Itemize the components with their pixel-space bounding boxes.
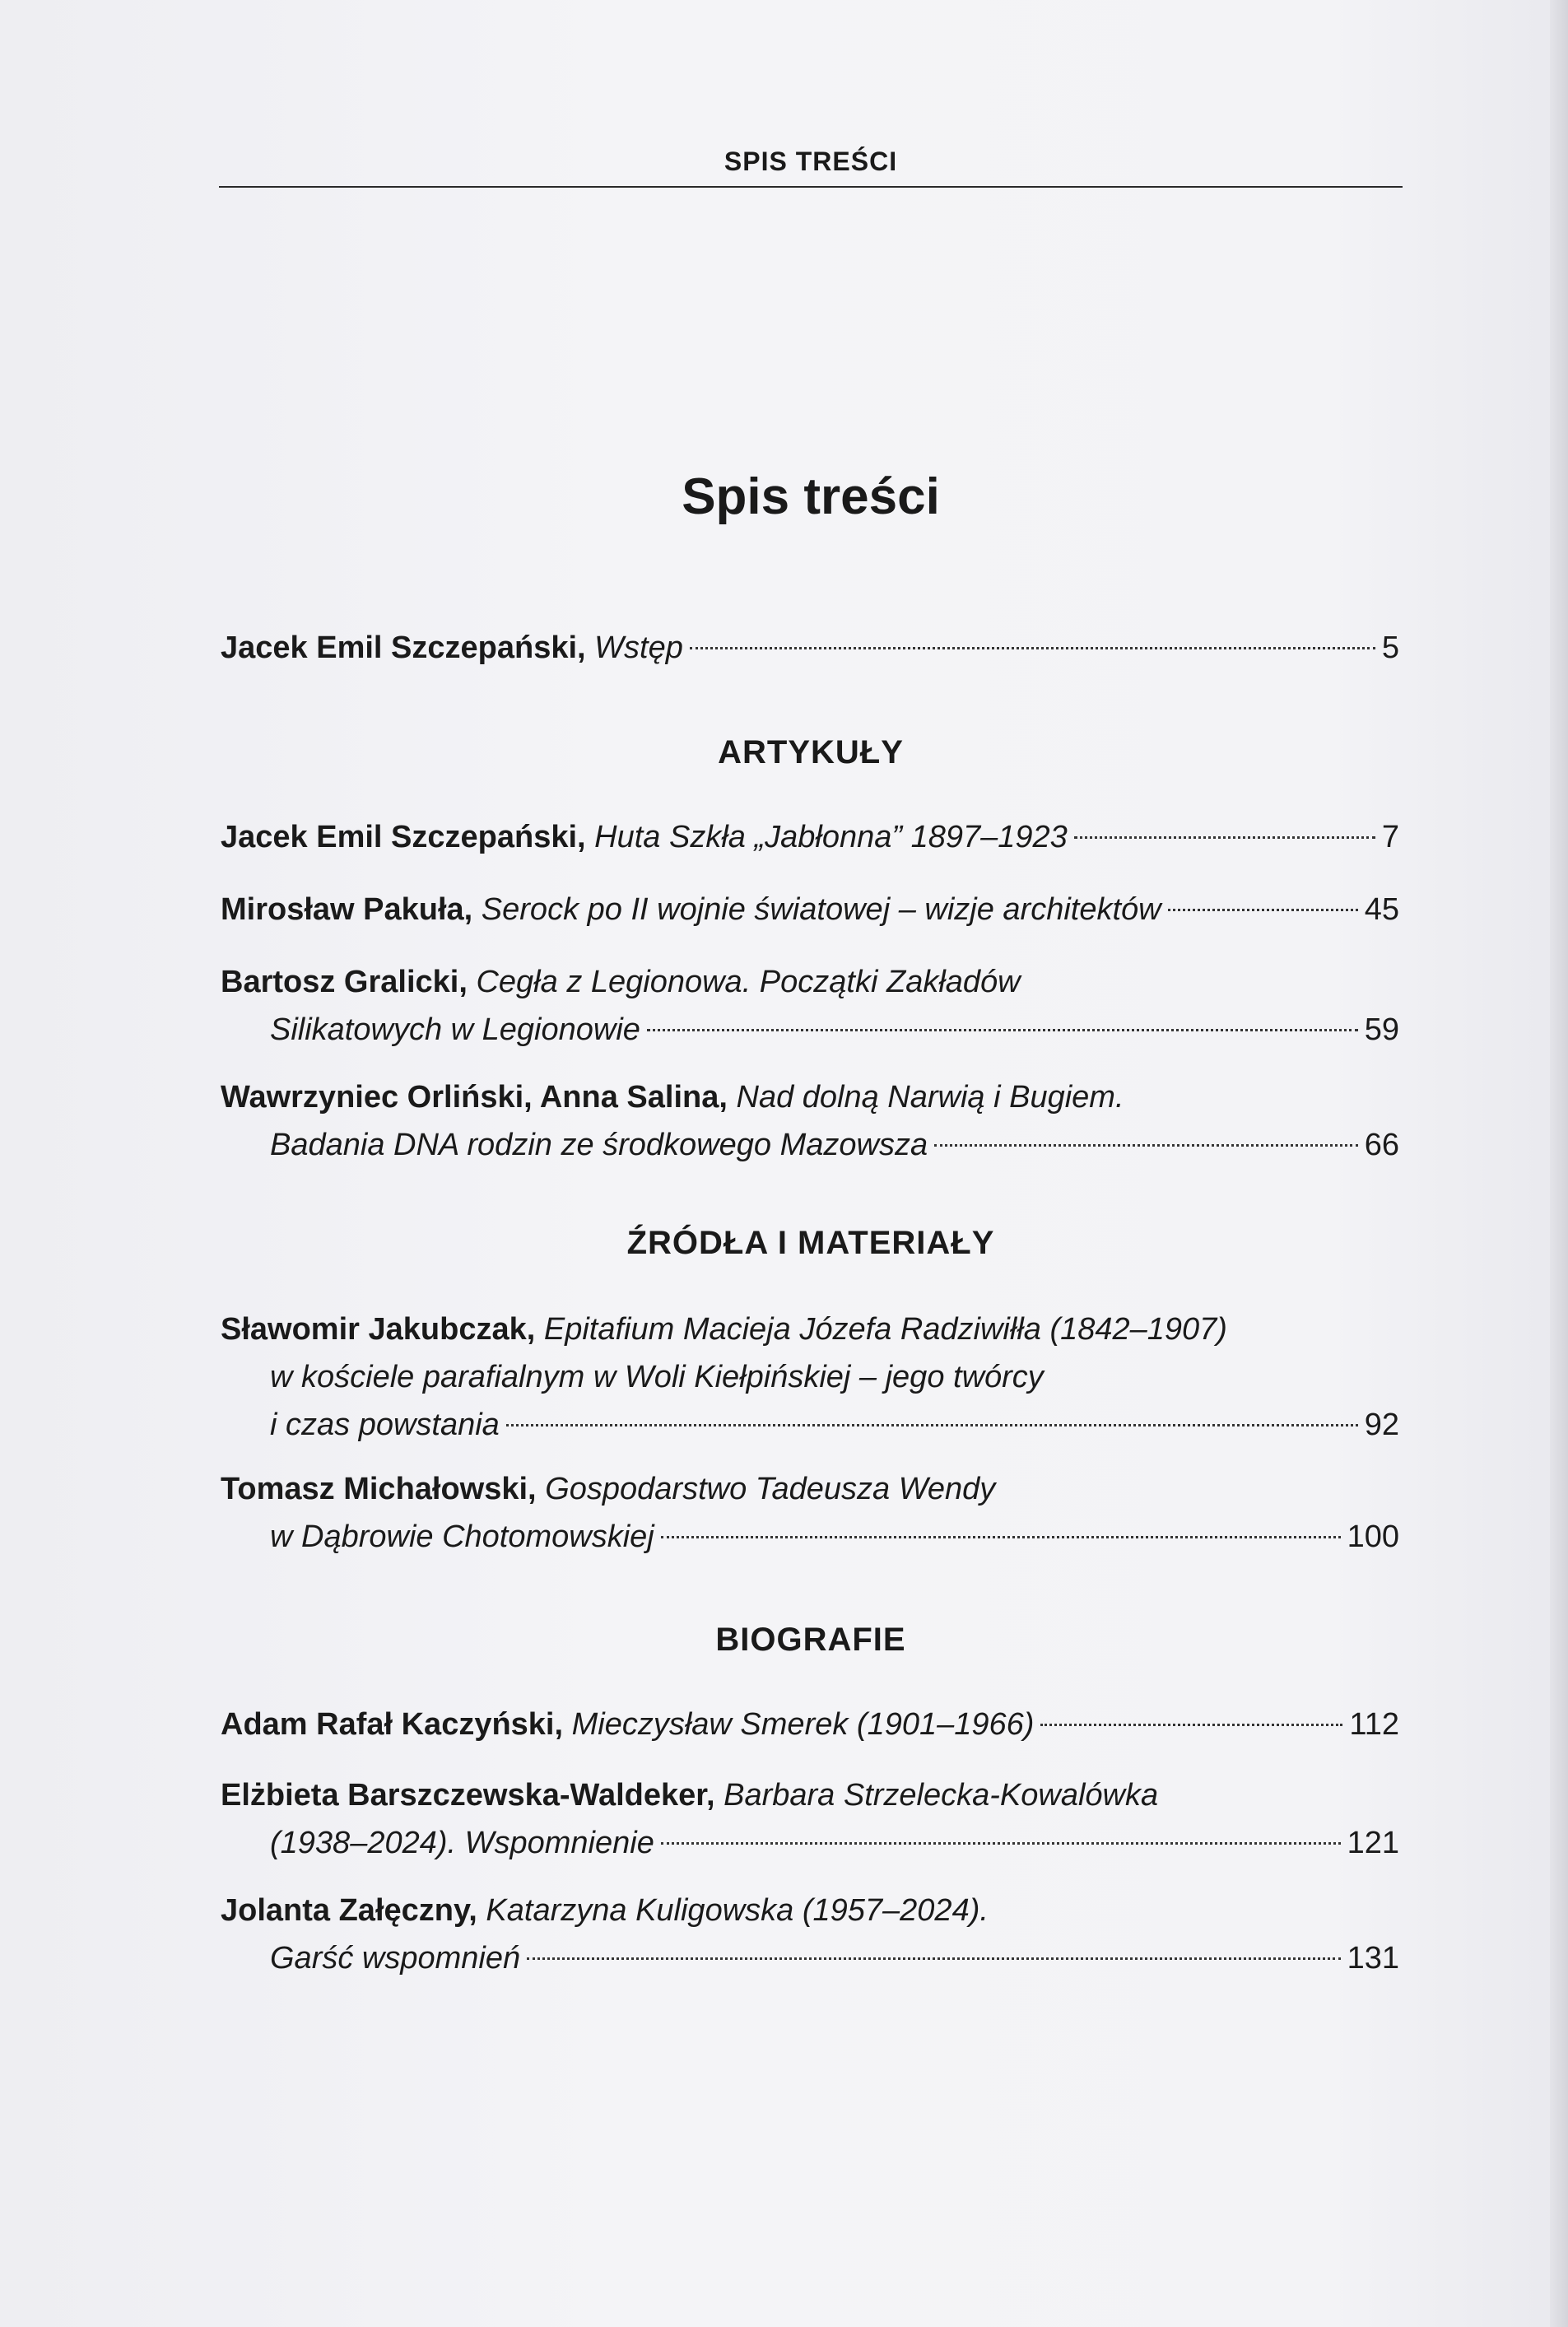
entry-author: Adam Rafał Kaczyński, bbox=[221, 1707, 564, 1742]
entry-title: Wstęp bbox=[594, 631, 683, 665]
entry-page: 131 bbox=[1347, 1941, 1399, 1976]
toc-entry[interactable] bbox=[221, 958, 1399, 1054]
toc-entry[interactable] bbox=[221, 1465, 1399, 1561]
page-title: Spis treści bbox=[682, 468, 940, 525]
dot-leader bbox=[1074, 836, 1375, 839]
entry-title: Mieczysław Smerek (1901–1966) bbox=[571, 1707, 1035, 1742]
entry-title: Serock po II wojnie światowej – wizje architektów bbox=[481, 892, 1161, 927]
entry-page: 112 bbox=[1349, 1707, 1399, 1742]
entry-page: 66 bbox=[1364, 1128, 1399, 1162]
entry-page: 100 bbox=[1347, 1520, 1399, 1554]
section-heading-biografie: BIOGRAFIE bbox=[715, 1622, 906, 1658]
entry-title-continued: Badania DNA rodzin ze środkowego Mazowsza bbox=[270, 1128, 928, 1162]
entry-title: Nad dolną Narwią i Bugiem. bbox=[736, 1080, 1124, 1115]
entry-page: 45 bbox=[1364, 892, 1399, 927]
entry-title: Gospodarstwo Tadeusza Wendy bbox=[545, 1472, 996, 1506]
entry-title: Huta Szkła „Jabłonna” 1897–1923 bbox=[594, 820, 1068, 854]
toc-entry[interactable] bbox=[221, 1701, 1399, 1748]
dot-leader bbox=[527, 1957, 1340, 1960]
entry-title-continued: w kościele parafialnym w Woli Kiełpińskiej – jego twórcy bbox=[270, 1360, 1044, 1394]
section-heading-artykuly: ARTYKUŁY bbox=[718, 734, 904, 770]
entry-page: 121 bbox=[1347, 1826, 1399, 1860]
entry-title-continued: w Dąbrowie Chotomowskiej bbox=[270, 1520, 654, 1554]
entry-author: Mirosław Pakuła, bbox=[221, 892, 473, 927]
dot-leader bbox=[661, 1842, 1341, 1845]
section-heading-zrodla: ŹRÓDŁA I MATERIAŁY bbox=[626, 1225, 995, 1261]
entry-page: 7 bbox=[1381, 820, 1399, 854]
entry-author: Wawrzyniec Orliński, Anna Salina, bbox=[221, 1080, 728, 1115]
entry-title-continued: Silikatowych w Legionowie bbox=[270, 1012, 640, 1047]
entry-title: Katarzyna Kuligowska (1957–2024). bbox=[486, 1893, 989, 1928]
dot-leader bbox=[1168, 909, 1358, 911]
entry-author: Jolanta Załęczny, bbox=[221, 1893, 477, 1928]
dot-leader bbox=[1040, 1724, 1342, 1726]
entry-page: 5 bbox=[1381, 631, 1399, 665]
entry-title: Barbara Strzelecka-Kowalówka bbox=[724, 1778, 1159, 1813]
entry-author: Jacek Emil Szczepański, bbox=[221, 820, 586, 854]
header-rule bbox=[219, 186, 1403, 188]
toc-entry[interactable] bbox=[221, 1073, 1399, 1169]
entry-author: Bartosz Gralicki, bbox=[221, 965, 468, 999]
entry-author: Elżbieta Barszczewska-Waldeker, bbox=[221, 1778, 715, 1813]
entry-title-continued: (1938–2024). Wspomnienie bbox=[270, 1826, 654, 1860]
entry-title-continued: i czas powstania bbox=[270, 1408, 500, 1442]
dot-leader bbox=[661, 1536, 1341, 1538]
dot-leader bbox=[647, 1029, 1358, 1031]
running-head: SPIS TREŚCI bbox=[724, 147, 898, 176]
toc-entry[interactable] bbox=[221, 886, 1399, 933]
toc-entry[interactable] bbox=[221, 1887, 1399, 1982]
toc-entry-intro[interactable] bbox=[221, 624, 1399, 672]
entry-title-continued: Garść wspomnień bbox=[270, 1941, 521, 1976]
entry-title: Epitafium Macieja Józefa Radziwiłła (1842–1907) bbox=[543, 1312, 1227, 1347]
page-edge bbox=[1550, 0, 1568, 2327]
toc-entry[interactable] bbox=[221, 813, 1399, 861]
dot-leader bbox=[934, 1144, 1358, 1147]
entry-author: Jacek Emil Szczepański, bbox=[221, 631, 586, 665]
dot-leader bbox=[690, 647, 1375, 649]
entry-author: Sławomir Jakubczak, bbox=[221, 1312, 536, 1347]
entry-page: 92 bbox=[1364, 1408, 1399, 1442]
entry-page: 59 bbox=[1364, 1012, 1399, 1047]
entry-author: Tomasz Michałowski, bbox=[221, 1472, 537, 1506]
dot-leader bbox=[506, 1424, 1358, 1426]
entry-title: Cegła z Legionowa. Początki Zakładów bbox=[476, 965, 1021, 999]
toc-entry[interactable] bbox=[221, 1771, 1399, 1867]
toc-entry[interactable] bbox=[221, 1305, 1399, 1449]
